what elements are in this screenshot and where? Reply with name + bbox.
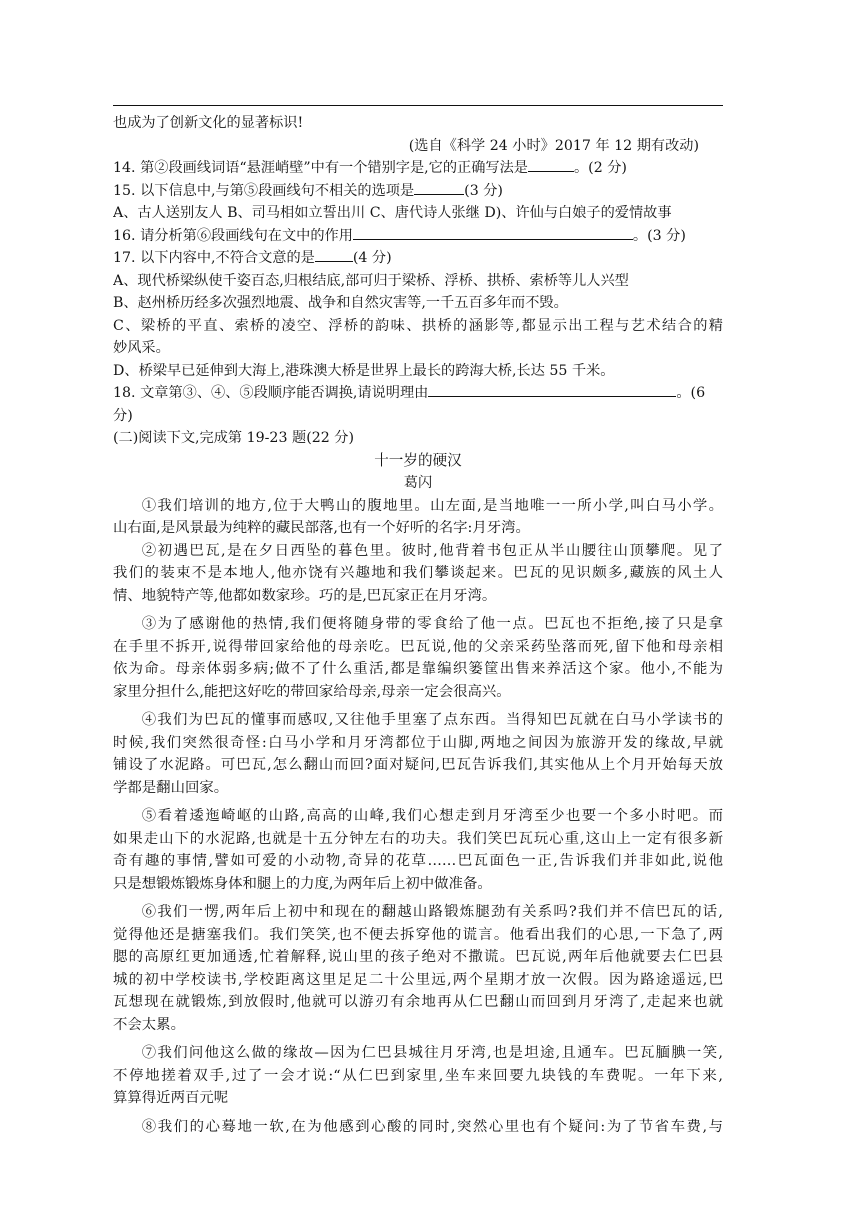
story-paragraph-2-line: 我们的装束不是本地人,他亦饶有兴趣地和我们攀谈起来。巴瓦的见识颇多,藏族的风土人 — [113, 565, 723, 581]
story-paragraph-2-line: 情、地貌特产等,他都如数家珍。巧的是,巴瓦家正在月牙湾。 — [113, 587, 497, 604]
story-paragraph-6-line: 瓦想现在就锻炼,到放假时,他就可以游刃有余地再从仁巴翻山而回到月牙湾了,走起来也就 — [113, 994, 723, 1010]
question-17: 17. 以下内容中,不符合文意的是 (4 分) — [113, 250, 392, 266]
question-18: 18. 文章第③、④、⑤段顺序能否调换,请说明理由 。(6 — [113, 385, 706, 401]
answer-blank[interactable] — [353, 226, 633, 240]
question-17-option-a: A、现代桥梁纵使千姿百态,归根结底,部可归于梁桥、浮桥、拱桥、索桥等儿人兴型 — [113, 272, 629, 289]
source-citation: (选自《科学 24 小时》2017 年 12 期有改动) — [408, 137, 699, 154]
story-paragraph-3-line: 在手里不拆开,说得带回家给他的母亲吃。巴瓦说,他的父亲采药坠落而死,留下他和母亲相 — [113, 638, 723, 655]
section-heading: (二)阅读下文,完成第 19-23 题(22 分) — [113, 430, 355, 446]
answer-blank[interactable] — [414, 181, 464, 195]
story-title: 十一岁的硬汉 — [374, 451, 462, 469]
story-paragraph-6-line: 不会太累。 — [113, 1016, 185, 1033]
story-paragraph-5: ⑤看着逶迤崎岖的山路,高高的山峰,我们心想走到月牙湾至少也要一个多小时吧。而 — [141, 808, 723, 824]
story-paragraph-6: ⑥我们一愣,两年后上初中和现在的翻越山路锻炼腿劲有关系吗?我们并不信巴瓦的话, — [141, 904, 723, 920]
story-paragraph-3-line: 家里分担什么,能把这好吃的带回家给母亲,母亲一定会很高兴。 — [113, 683, 511, 700]
story-paragraph-5-line: 如果走山下的水泥路,也就是十五分钟左右的功夫。我们笑巴瓦玩心重,这山上一定有很多新 — [113, 830, 723, 847]
story-paragraph-4-line: 时候,我们突然很奇怪:白马小学和月牙湾都位于山脚,两地之间因为旅游开发的缘故,早就 — [113, 734, 723, 751]
answer-blank[interactable] — [428, 383, 676, 397]
page-content — [113, 112, 723, 1138]
story-paragraph-7-line: 算算得近两百元呢 — [113, 1090, 229, 1106]
story-paragraph-7: ⑦我们问他这么做的缘故—因为仁巴县城往月牙湾,也是坦途,且通车。巴瓦腼腆一笑, — [141, 1045, 723, 1061]
story-author: 葛闪 — [403, 475, 433, 491]
story-paragraph-6-line: 腮的高原红更加通透,忙着解释,说山里的孩子绝对不撒谎。巴瓦说,两年后他就要去仁巴县 — [113, 949, 723, 965]
question-16: 16. 请分析第⑥段画线句在文中的作用 。(3 分) — [113, 227, 686, 244]
question-18-cont: 分) — [113, 407, 133, 424]
answer-blank[interactable] — [315, 248, 353, 262]
question-14: 14. 第②段画线词语“悬涯峭壁”中有一个错别字是,它的正确写法是 。(2 分) — [113, 160, 627, 176]
story-paragraph-3-line: 依为命。母亲体弱多病;做不了什么重活,都是靠编织篓筐出售来养活这个家。他小,不能为 — [113, 661, 723, 677]
story-paragraph-5-line: 只是想锻炼锻炼身体和腿上的力度,为两年后上初中做准备。 — [113, 875, 492, 892]
question-17-option-b: B、赵州桥历经多次强烈地震、战争和自然灾害等,一千五百多年而不毁。 — [113, 295, 568, 311]
story-paragraph-7-line: 不停地搓着双手,过了一会才说:“从仁巴到家里,坐车来回要九块钱的车费呢。一年下来, — [113, 1067, 723, 1084]
question-17-option-c: C、梁桥的平直、索桥的凌空、浮桥的韵味、拱桥的涵影等,都显示出工程与艺术结合的精 — [113, 317, 723, 334]
question-15-options: A、古人送别友人 B、司马相如立誓出川 C、唐代诗人张继 D)、许仙与白娘子的爱情故事 — [113, 205, 672, 221]
story-paragraph-5-line: 奇有趣的事情,譬如可爱的小动物,奇异的花草……巴瓦面色一正,告诉我们并非如此,说他 — [113, 853, 723, 869]
story-paragraph-1-line: 山右面,是风景最为纯粹的藏民部落,也有一个好听的名字:月牙湾。 — [113, 520, 530, 536]
carry-over-line: 也成为了创新文化的显著标识! — [113, 115, 304, 131]
question-17-option-c-cont: 妙风采。 — [113, 340, 170, 356]
question-15: 15. 以下信息中,与第⑤段画线句不相关的选项是 (3 分) — [113, 182, 503, 199]
question-17-option-d: D、桥梁早已延伸到大海上,港珠澳大桥是世界上最长的跨海大桥,长达 55 千米。 — [113, 362, 615, 379]
story-paragraph-3: ③为了感谢他的热情,我们便将随身带的零食给了他一点。巴瓦也不拒绝,接了只是拿 — [141, 616, 723, 632]
answer-blank[interactable] — [528, 158, 574, 172]
story-paragraph-6-line: 觉得他还是搪塞我们。我们笑笑,也不便去拆穿他的谎言。他看出我们的心思,一下急了,两 — [113, 926, 723, 943]
story-paragraph-1: ①我们培训的地方,位于大鸭山的腹地里。山左面,是当地唯一一所小学,叫白马小学。 — [141, 497, 723, 514]
story-paragraph-8: ⑧我们的心蓦地一软,在为他感到心酸的同时,突然心里也有个疑问:为了节省车费,与 — [141, 1118, 723, 1135]
top-rule — [113, 105, 723, 106]
story-paragraph-6-line: 城的初中学校读书,学校距离这里足足二十公里远,两个星期才放一次假。因为路途遥远,巴 — [113, 971, 723, 988]
story-paragraph-4-line: 学都是翻山回家。 — [113, 779, 229, 796]
story-paragraph-4-line: 铺设了水泥路。可巴瓦,怎么翻山而回?面对疑问,巴瓦告诉我们,其实他从上个月开始每天放 — [113, 757, 723, 773]
story-paragraph-2: ②初遇巴瓦,是在夕日西坠的暮色里。彼时,他背着书包正从半山腰往山顶攀爬。见了 — [141, 542, 723, 559]
story-paragraph-4: ④我们为巴瓦的懂事而感叹,又往他手里塞了点东西。当得知巴瓦就在白马小学读书的 — [141, 712, 723, 728]
